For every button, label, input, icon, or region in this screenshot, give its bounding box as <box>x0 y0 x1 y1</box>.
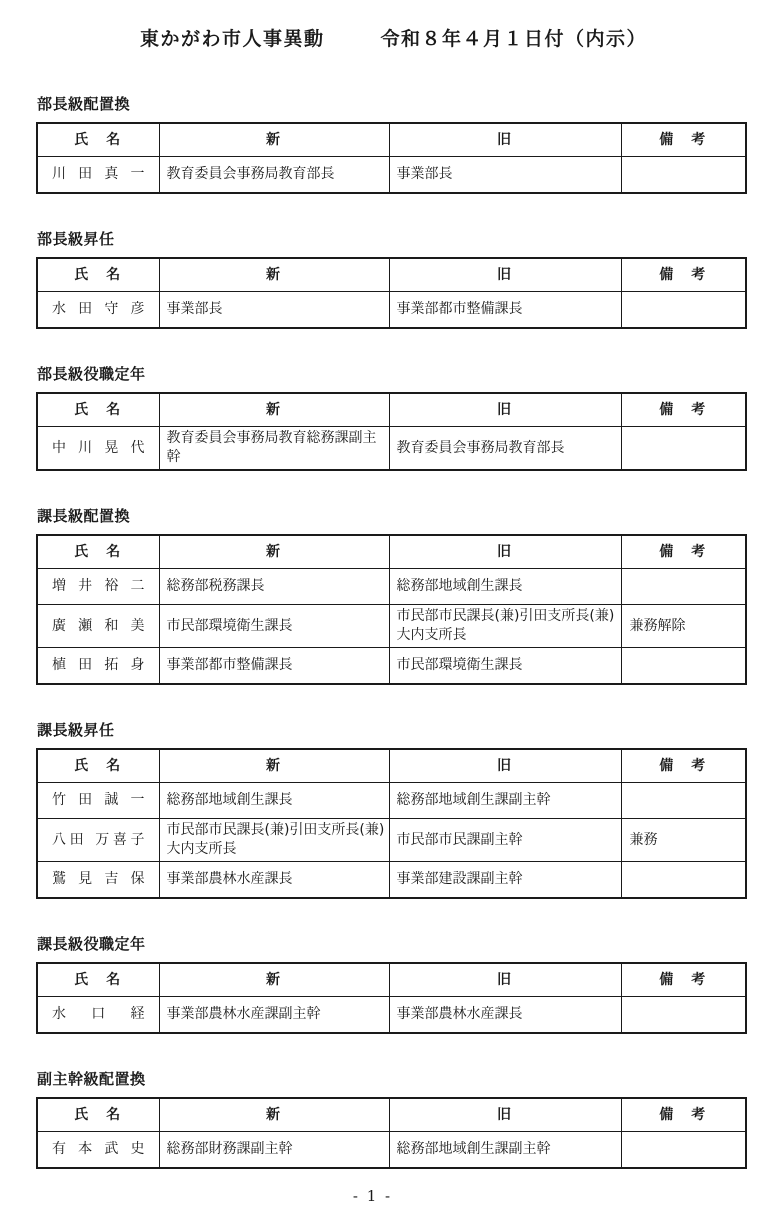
new-position-cell <box>159 569 389 605</box>
person-name: 竹 田 誠 一 <box>52 792 145 808</box>
old-position: 事業部建設課副主幹 <box>396 871 523 887</box>
header-row <box>37 535 746 569</box>
old-position: 教育委員会事務局教育部長 <box>396 439 565 456</box>
name-cell <box>37 157 159 194</box>
new-position: 事業部長 <box>166 301 223 317</box>
personnel-table <box>36 392 747 471</box>
old-position-cell <box>389 997 621 1034</box>
title-city: 東かがわ市人事異動 <box>140 28 325 50</box>
old-position: 市民部市民課副主幹 <box>396 831 523 848</box>
person-name: 水 田 守 彦 <box>52 301 145 317</box>
remarks-cell <box>621 427 746 471</box>
new-position-cell <box>159 783 389 819</box>
new-position-cell <box>159 819 389 862</box>
old-position: 総務部地域創生課副主幹 <box>396 792 551 808</box>
remarks-cell <box>621 783 746 819</box>
old-position-cell <box>389 648 621 685</box>
new-position-cell <box>159 157 389 194</box>
name-cell <box>37 605 159 648</box>
person-name: 水 口 経 <box>52 1006 145 1022</box>
remarks-cell <box>621 819 746 862</box>
col-header-remarks: 備 考 <box>621 393 746 427</box>
old-position-cell <box>389 157 621 194</box>
section-bucho-shonin <box>36 228 745 329</box>
old-position-cell <box>389 605 621 648</box>
name-cell <box>37 292 159 329</box>
section-fukushukan-haichigae <box>36 1068 745 1169</box>
personnel-table <box>36 1097 747 1169</box>
new-position-cell <box>159 648 389 685</box>
col-header-remarks: 備 考 <box>621 535 746 569</box>
col-header-new: 新 <box>159 963 389 997</box>
header-row <box>37 1098 746 1132</box>
section-kacho-haichigae <box>36 505 745 685</box>
old-position-cell <box>389 569 621 605</box>
name-cell <box>37 648 159 685</box>
table-row <box>37 427 746 471</box>
col-header-name: 氏 名 <box>37 393 159 427</box>
remarks-cell <box>621 648 746 685</box>
new-position-cell <box>159 292 389 329</box>
col-header-old: 旧 <box>389 1098 621 1132</box>
section-title: 部長級配置換 <box>37 95 131 113</box>
personnel-table <box>36 257 747 329</box>
person-name: 八田 万喜子 <box>52 831 145 848</box>
table-row <box>37 862 746 899</box>
section-title: 課長級配置換 <box>37 507 131 525</box>
personnel-table <box>36 122 747 194</box>
old-position: 総務部地域創生課長 <box>396 578 523 594</box>
old-position: 事業部都市整備課長 <box>396 301 523 317</box>
table-row <box>37 819 746 862</box>
section-title: 副主幹級配置換 <box>37 1070 146 1088</box>
col-header-remarks: 備 考 <box>621 749 746 783</box>
new-position: 総務部税務課長 <box>166 578 265 594</box>
new-position: 市民部環境衛生課長 <box>166 617 293 634</box>
personnel-table <box>36 748 747 899</box>
section-title: 部長級役職定年 <box>37 365 146 383</box>
col-header-name: 氏 名 <box>37 1098 159 1132</box>
header-row <box>37 123 746 157</box>
col-header-old: 旧 <box>389 749 621 783</box>
person-name: 川 田 真 一 <box>52 166 145 182</box>
col-header-name: 氏 名 <box>37 123 159 157</box>
person-name: 植 田 拓 身 <box>52 657 145 673</box>
table-row <box>37 569 746 605</box>
col-header-old: 旧 <box>389 123 621 157</box>
old-position-cell <box>389 292 621 329</box>
name-cell <box>37 819 159 862</box>
new-position: 教育委員会事務局教育総務課副主幹 <box>166 430 377 465</box>
old-position: 総務部地域創生課副主幹 <box>396 1141 551 1157</box>
table-row <box>37 605 746 648</box>
old-position: 市民部市民課長(兼)引田支所長(兼)大内支所長 <box>396 608 615 643</box>
name-cell <box>37 569 159 605</box>
table-row <box>37 157 746 194</box>
old-position: 事業部長 <box>396 166 453 182</box>
person-name: 廣 瀬 和 美 <box>52 617 145 634</box>
col-header-old: 旧 <box>389 535 621 569</box>
person-name: 有 本 武 史 <box>52 1141 145 1157</box>
remarks-cell <box>621 862 746 899</box>
remarks-cell <box>621 605 746 648</box>
person-name: 鷲 見 吉 保 <box>52 871 145 887</box>
col-header-name: 氏 名 <box>37 535 159 569</box>
header-row <box>37 258 746 292</box>
remarks-cell <box>621 292 746 329</box>
col-header-old: 旧 <box>389 963 621 997</box>
new-position-cell <box>159 997 389 1034</box>
section-title: 部長級昇任 <box>37 230 115 248</box>
document-title <box>140 24 780 51</box>
person-name: 中 川 晃 代 <box>52 439 145 456</box>
table-row <box>37 1132 746 1169</box>
section-kacho-shonin <box>36 719 745 899</box>
section-bucho-yakushoku-teinen <box>36 363 745 471</box>
section-kacho-yakushoku-teinen <box>36 933 745 1034</box>
new-position: 事業部農林水産課長 <box>166 871 293 887</box>
new-position-cell <box>159 1132 389 1169</box>
old-position: 事業部農林水産課長 <box>396 1006 523 1022</box>
header-row <box>37 749 746 783</box>
new-position-cell <box>159 605 389 648</box>
col-header-remarks: 備 考 <box>621 963 746 997</box>
new-position-cell <box>159 427 389 471</box>
title-date: 令和８年４月１日付（内示） <box>380 28 648 50</box>
page-number: - 1 - <box>352 1187 393 1205</box>
col-header-remarks: 備 考 <box>621 123 746 157</box>
old-position-cell <box>389 783 621 819</box>
table-row <box>37 997 746 1034</box>
old-position-cell <box>389 427 621 471</box>
header-row <box>37 393 746 427</box>
remarks-cell <box>621 157 746 194</box>
old-position-cell <box>389 862 621 899</box>
name-cell <box>37 862 159 899</box>
new-position: 教育委員会事務局教育部長 <box>166 166 335 182</box>
col-header-new: 新 <box>159 1098 389 1132</box>
personnel-table <box>36 962 747 1034</box>
new-position: 事業部都市整備課長 <box>166 657 293 673</box>
table-row <box>37 648 746 685</box>
section-title: 課長級昇任 <box>37 721 115 739</box>
col-header-new: 新 <box>159 393 389 427</box>
new-position-cell <box>159 862 389 899</box>
table-row <box>37 292 746 329</box>
header-row <box>37 963 746 997</box>
remarks-cell <box>621 1132 746 1169</box>
old-position-cell <box>389 819 621 862</box>
name-cell <box>37 997 159 1034</box>
remarks: 兼務解除 <box>629 617 686 634</box>
table-row <box>37 783 746 819</box>
remarks: 兼務 <box>629 831 658 848</box>
col-header-name: 氏 名 <box>37 749 159 783</box>
new-position: 総務部財務課副主幹 <box>166 1141 293 1157</box>
section-title: 課長級役職定年 <box>37 935 146 953</box>
col-header-new: 新 <box>159 123 389 157</box>
col-header-new: 新 <box>159 749 389 783</box>
col-header-old: 旧 <box>389 393 621 427</box>
new-position: 事業部農林水産課副主幹 <box>166 1006 321 1022</box>
col-header-remarks: 備 考 <box>621 258 746 292</box>
col-header-name: 氏 名 <box>37 963 159 997</box>
person-name: 増 井 裕 二 <box>52 578 145 594</box>
new-position: 総務部地域創生課長 <box>166 792 293 808</box>
remarks-cell <box>621 997 746 1034</box>
section-bucho-haichigae <box>36 93 745 194</box>
personnel-table <box>36 534 747 685</box>
col-header-remarks: 備 考 <box>621 1098 746 1132</box>
name-cell <box>37 1132 159 1169</box>
name-cell <box>37 427 159 471</box>
name-cell <box>37 783 159 819</box>
new-position: 市民部市民課長(兼)引田支所長(兼)大内支所長 <box>166 822 385 857</box>
old-position-cell <box>389 1132 621 1169</box>
col-header-name: 氏 名 <box>37 258 159 292</box>
old-position: 市民部環境衛生課長 <box>396 657 523 673</box>
col-header-new: 新 <box>159 535 389 569</box>
remarks-cell <box>621 569 746 605</box>
col-header-old: 旧 <box>389 258 621 292</box>
col-header-new: 新 <box>159 258 389 292</box>
